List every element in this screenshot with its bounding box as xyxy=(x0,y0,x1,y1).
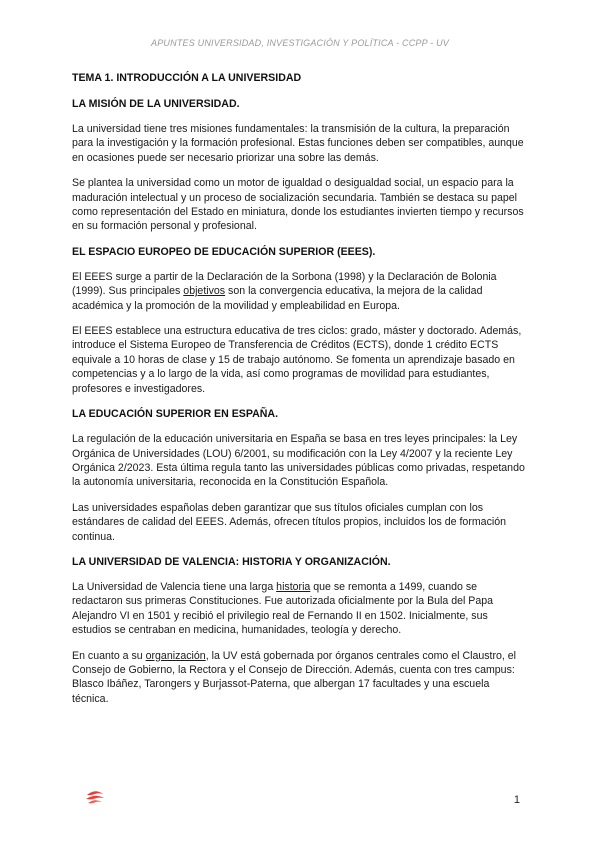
link-historia[interactable]: historia xyxy=(276,580,311,593)
text-run: , la UV está gobernada por órganos centrales como el Claustro, el Consejo de Gobierno, la Rectora y el Consejo de Dirección. Además, cuenta con tres campus: Blasco Ibáñez, Tarongers y Burjassot-Paterna, que albergan 17 facultades y una escuela técnica. xyxy=(72,649,517,705)
paragraph: Las universidades españolas deben garantizar que sus títulos oficiales cumplan con los estándares de calidad del EEES. Además, ofrecen títulos propios, incluidos los de formación continua. xyxy=(72,501,507,543)
text-run: La Universidad de Valencia tiene una larga xyxy=(72,580,277,593)
page-number: 1 xyxy=(513,794,520,806)
paragraph: Se plantea la universidad como un motor de igualdad o desigualdad social, un espacio para la maduración intelectual y un proceso de socialización secundaria. También se destaca su papel como representación del Estado en miniatura, donde los estudiantes invierten tiempo y recursos en su formación personal y profesional. xyxy=(72,177,524,233)
paragraph: La regulación de la educación universitaria en España se basa en tres leyes principales: la Ley Orgánica de Universidades (LOU) 6/2001, su modificación con la Ley 4/2007 y la reciente Ley Orgánica 2/2023. Esta última regula tanto las universidades públicas como privadas, respetando la autonomía universitaria, reconocida en la Constitución Española. xyxy=(72,433,525,489)
section-heading-espana: LA EDUCACIÓN SUPERIOR EN ESPAÑA. xyxy=(72,408,279,421)
paragraph xyxy=(72,649,528,707)
text-run: son la convergencia educativa, la mejora de la calidad académica y la promoción de la movilidad y empleabilidad en Europa. xyxy=(72,285,483,312)
running-header: APUNTES UNIVERSIDAD, INVESTIGACIÓN Y POLÍTICA - CCPP - UV xyxy=(151,38,449,48)
paragraph: La universidad tiene tres misiones fundamentales: la transmisión de la cultura, la preparación para la investigación y la formación profesional. Estas funciones deben ser compatibles, aunque en ocasiones puede ser necesario priorizar una sobre las demás. xyxy=(72,123,524,164)
link-objetivos[interactable]: objetivos xyxy=(183,285,226,298)
document-body xyxy=(72,71,528,717)
text-run: En cuanto a su xyxy=(72,649,146,662)
paragraph xyxy=(72,270,528,313)
section-heading-eees: EL ESPACIO EUROPEO DE EDUCACIÓN SUPERIOR (EEES). xyxy=(72,245,376,258)
text-run: El EEES surge a partir de la Declaración de la Sorbona (1998) y la Declaración de Bolonia (1999). Sus principales xyxy=(72,270,497,298)
topic-title: TEMA 1. INTRODUCCIÓN A LA UNIVERSIDAD xyxy=(72,72,302,84)
paragraph: El EEES establece una estructura educativa de tres ciclos: grado, máster y doctorado. Además, introduce el Sistema Europeo de Transferencia de Créditos (ECTS), donde 1 crédito ECTS equivale a 10 horas de clase y 15 de trabajo autónomo. Se fomenta un aprendizaje basado en competencias y a lo largo de la vida, así como programas de movilidad para estudiantes, profesores e investigadores. xyxy=(72,325,522,395)
section-heading-mision: LA MISIÓN DE LA UNIVERSIDAD. xyxy=(72,98,240,110)
paragraph xyxy=(72,580,528,638)
link-organizacion[interactable]: organización xyxy=(145,649,206,662)
section-heading-valencia: LA UNIVERSIDAD DE VALENCIA: HISTORIA Y ORGANIZACIÓN. xyxy=(72,555,391,568)
brand-logo-icon xyxy=(85,788,105,806)
text-run: que se remonta a 1499, cuando se redactaron sus primeras Constituciones. Fue autorizada oficialmente por la Bula del Papa Alejandro VI en 1501 y recibió el privilegio real de Fernando II en 1502. Inicialmente, sus estudios se centraban en medicina, humanidades, teología y derecho. xyxy=(72,580,494,637)
